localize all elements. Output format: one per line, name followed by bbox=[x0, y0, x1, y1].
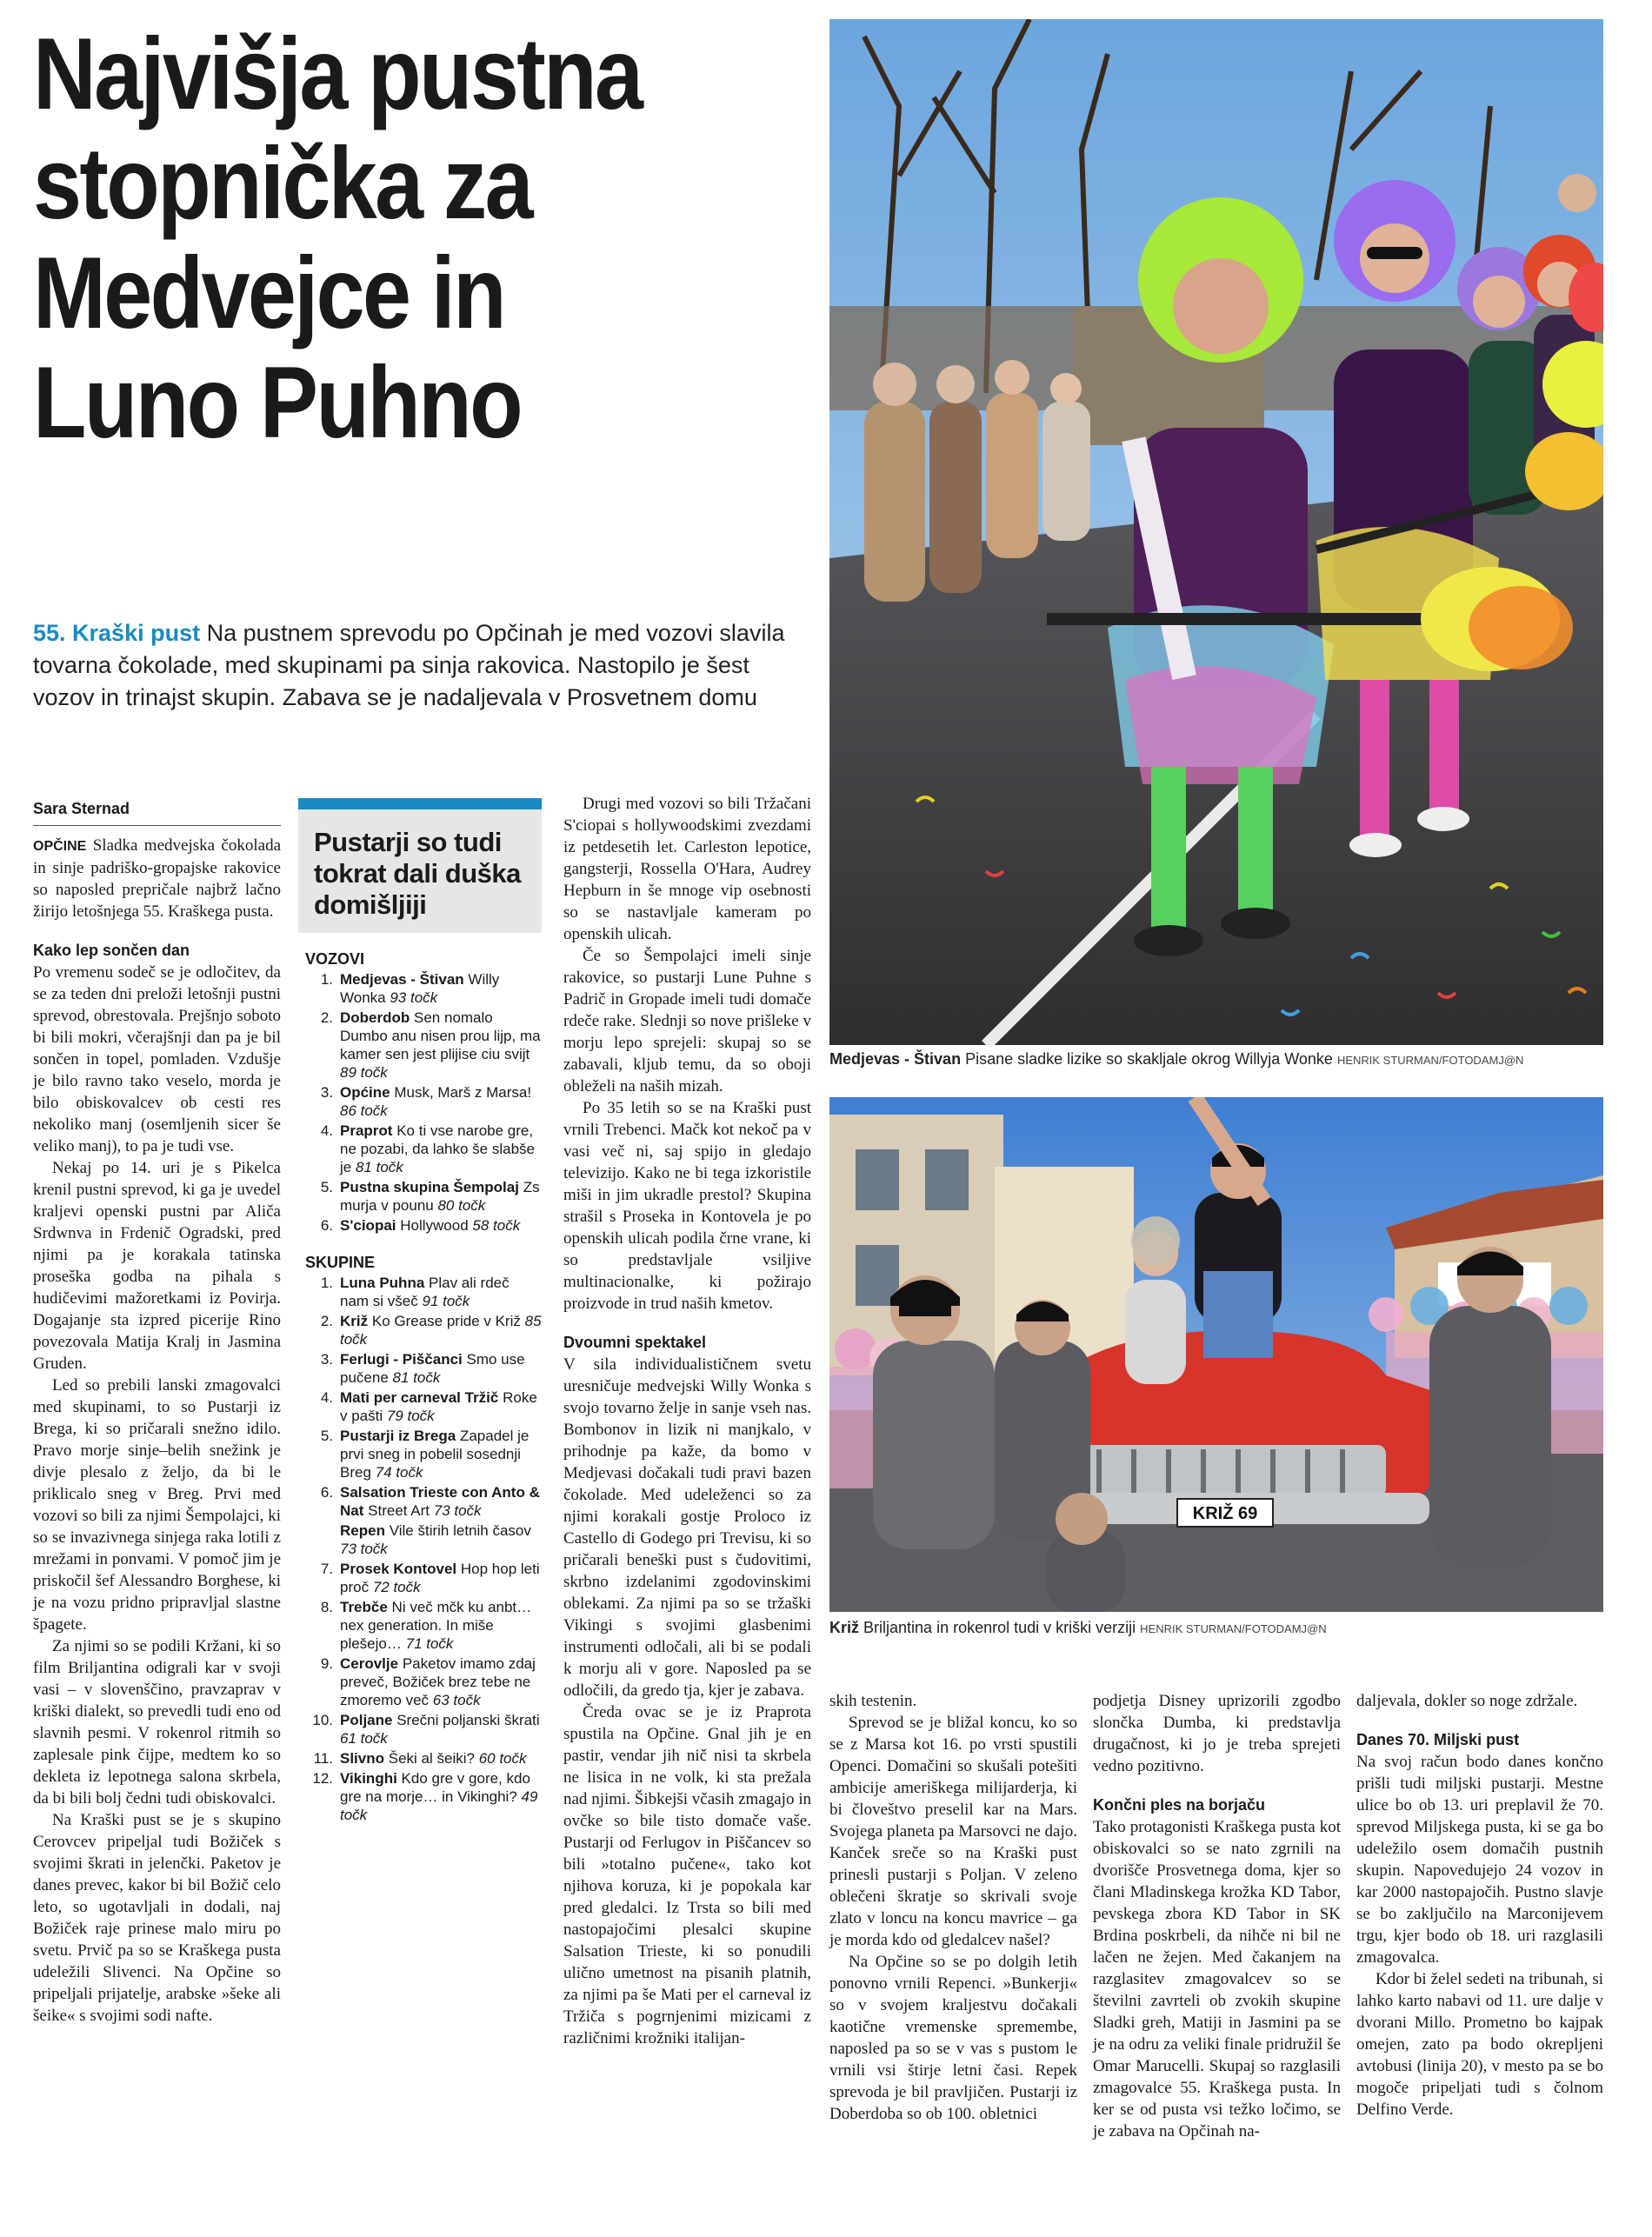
result-points: 72 točk bbox=[372, 1579, 421, 1595]
result-entry bbox=[340, 970, 542, 1007]
sidebar-title: Pustarji so tudi tokrat dali duška domišljiji bbox=[298, 809, 542, 933]
result-theme: Paketov imamo zdaj preveč, Božiček brez tebe ne zmoremo več bbox=[340, 1655, 536, 1708]
result-entry bbox=[340, 1178, 542, 1215]
result-theme: Ni več mčk ku anbt… nex generation. In miše plešejo… bbox=[340, 1599, 532, 1652]
subheading: Dvoumni spektakel bbox=[563, 1334, 707, 1351]
paragraph: daljevala, dokler so noge zdržale. bbox=[1356, 1692, 1578, 1710]
result-entry bbox=[340, 1654, 542, 1709]
result-theme: Zs murja v pounu bbox=[340, 1179, 540, 1214]
result-name: Trebče bbox=[340, 1599, 388, 1615]
result-row bbox=[305, 1521, 542, 1558]
result-points: 49 točk bbox=[340, 1788, 538, 1823]
photo-kriz bbox=[829, 1097, 1603, 1612]
result-entry bbox=[340, 1274, 542, 1310]
result-rank: 8. bbox=[320, 1599, 333, 1615]
subheading: Danes 70. Miljski pust bbox=[1356, 1731, 1520, 1748]
result-theme: Roke v pašti bbox=[340, 1389, 537, 1424]
result-name: Vikinghi bbox=[340, 1770, 397, 1787]
article-column-5 bbox=[1093, 1690, 1341, 2142]
result-row bbox=[305, 1598, 542, 1653]
result-name: Luna Puhna bbox=[340, 1275, 425, 1291]
result-entry bbox=[340, 1216, 542, 1235]
paragraph: Po 35 letih so se na Kraški pust vrnili Trebenci. Mačk kot nekoč pa v vasi več ni, saj spijo in gledajo televizijo. Kako ne bi tega izkoristile miši in jim ukradle prestol? Skupina strašil s Proseka in Kontovela je po openskih ulicah podila črne vrane, ki so predstavljale vsiljive multinacionalke, ki požirajo proizvode in trud naših kmetov. bbox=[563, 1099, 811, 1313]
result-entry bbox=[340, 1350, 542, 1387]
result-entry bbox=[340, 1521, 542, 1558]
result-row bbox=[305, 1083, 542, 1120]
photo-medjevas-stivan bbox=[829, 19, 1603, 1045]
result-row bbox=[305, 1274, 542, 1310]
result-points: 86 točk bbox=[340, 1102, 388, 1119]
result-row bbox=[305, 1769, 542, 1824]
paragraph: Po vremenu sodeč se je odločitev, da se za teden dni preloži letošnji pustni sprevod, obrestovala. Prejšnjo soboto bi bili mokri, včerajšnji dan pa je bil sončen in topel, pomladen. Vzdušje je bilo ravno tako veselo, morda je bilo obiskovalcev ob cesti res nekoliko manj (osemljenih sicer še veliko manj), to pa je tudi vse. bbox=[33, 963, 281, 1155]
result-points: 93 točk bbox=[390, 989, 438, 1006]
result-rank: 1. bbox=[320, 971, 333, 988]
result-entry bbox=[340, 1083, 542, 1120]
result-row bbox=[305, 1216, 542, 1235]
result-rank: 12. bbox=[312, 1770, 333, 1787]
result-theme: Hop hop leti proč bbox=[340, 1561, 540, 1595]
paragraph: Sladka medvejska čokolada in sinje padriško-gropajske rakovice so naposled prepričale najbrž lačno žirijo letošnjega 55. Kraškega pusta. bbox=[33, 836, 281, 921]
result-rank: 3. bbox=[320, 1084, 333, 1101]
result-rank: 11. bbox=[313, 1750, 333, 1767]
result-theme: Smo use pučene bbox=[340, 1351, 525, 1386]
paragraph: Na svoj račun bodo danes končno prišli tudi miljski pustarji. Mestne ulice bo ob 13. uri preplavil že 70. sprevod Miljskega pusta, ki se ga bo udeležilo osem domačih pustnih skupin. Napovedujejo 24 vozov in kar 2000 nastopajočih. Pustno slavje se bo zaključilo na Marconijevem trgu, kjer bodo ob 18. uri razglasili zmagovalca. bbox=[1356, 1753, 1603, 1967]
photo-1-caption bbox=[829, 1050, 1603, 1069]
paragraph: podjetja Disney uprizorili zgodbo slončka Dumba, ki predstavlja drugačnost, ki jo je treba sprejeti vedno pozitivno. bbox=[1093, 1692, 1341, 1775]
result-theme: Ko ti vse narobe gre, ne pozabi, da lahko še slabše je bbox=[340, 1122, 535, 1175]
result-name: Medjevas - Štivan bbox=[340, 971, 464, 988]
result-rank: 9. bbox=[320, 1655, 333, 1672]
photo-credit: HENRIK STURMAN/FOTODAMJ@N bbox=[1336, 1054, 1524, 1067]
paragraph: Čreda ovac se je iz Praprota spustila na Opčine. Gnal jih je en pastir, vendar jih nič nisi ta skrbela ne lisica in ne volk, ki sta prežala nad njimi. Šibkejši včasih zmagajo in ovčke so bile tisto domače vaše. Pustarji od Ferlugov in Piščancev so bili »totalno pučene«, tako kot njihova koruza, ki je popokala kar pred gledalci. Iz Trsta so bili med nastopajočimi plesalci skupine Salsation Trieste, ki so ponudili ulično umetnost na pisanih platnih, za njimi pa še Mati per el carneval iz Tržiča s pogrnjenimi mizicami z različnimi krožniki italijan- bbox=[563, 1703, 811, 2047]
caption-title: Križ bbox=[829, 1619, 860, 1636]
result-points: 89 točk bbox=[340, 1064, 388, 1081]
result-name: Pustna skupina Šempolaj bbox=[340, 1179, 519, 1195]
result-name: S'ciopai bbox=[340, 1217, 396, 1234]
result-entry bbox=[340, 1312, 542, 1348]
article-column-3 bbox=[563, 793, 811, 2049]
subheading: Kako lep sončen dan bbox=[33, 942, 190, 959]
result-name: Praprot bbox=[340, 1122, 393, 1139]
result-name: Mati per carneval Tržič bbox=[340, 1389, 499, 1406]
result-rank: 5. bbox=[320, 1179, 333, 1195]
paragraph: Sprevod se je bližal koncu, ko so se z Marsa kot 16. po vrsti spustili Openci. Domačini so skušali potešiti ambicije ameriškega milijarderja, ki bi človeštvo preselil kar na Mars. Svojega planeta pa Marsovci ne dajo. Kanček sreče so na Kraški pust prinesli pustarji s Poljan. V zeleno oblečeni škratje so skrivali svoje zlato v loncu na koncu mavrice – ga je morda kdo od gledalcev našel? bbox=[829, 1714, 1077, 1949]
sidebar-section-heading: VOZOVI bbox=[305, 950, 365, 968]
paragraph: skih testenin. bbox=[829, 1692, 917, 1710]
result-entry bbox=[340, 1769, 542, 1824]
result-entry bbox=[340, 1122, 542, 1176]
result-points: 73 točk bbox=[340, 1541, 388, 1557]
result-name: Repen bbox=[340, 1522, 385, 1539]
result-points: 58 točk bbox=[472, 1217, 521, 1234]
result-entry bbox=[340, 1598, 542, 1653]
paragraph: Nekaj po 14. uri je s Pikelca krenil pustni sprevod, ki ga je uvedel kraljevi openski pustni par Aliča Srdwnva in Frdenič Ogradski, pred njimi pa je korakala tatinska proseška godba na pihala s hudičevimi mažoretkami iz Povirja. Dogajanje sta izpred picerije Rino povezovala Matija Kralj in Jasmina Gruden. bbox=[33, 1159, 281, 1373]
paragraph: Na Kraški pust se je s skupino Cerovcev pripeljal tudi Božiček s svojimi škrati in jelenčki. Paketov je danes prevec, kakor bi bil Božič celo leto, so ugotavljali in dodali, naj Božiček raje prinese malo miru po svetu. Prvič pa so se Kraškega pusta udeležili Slivenci. Na Opčine so pripeljali prijatelje, arabske »šeke ali šeike« s svojimi sodi nafte. bbox=[33, 1811, 281, 2025]
paragraph: Drugi med vozovi so bili Tržačani S'ciopai s hollywoodskimi zvezdami iz petdesetih let. Carleston lepotice, gangsterji, Rossella O'Hara, Audrey Hepburn in še mnoge vip osebnosti so se nastavljale kameram po openskih ulicah. bbox=[563, 795, 811, 943]
vozovi-list bbox=[305, 970, 542, 1235]
result-row bbox=[305, 1483, 542, 1520]
result-theme: Zapadel je prvi sneg in pobelil sosednji Breg bbox=[340, 1428, 530, 1481]
result-theme: Sen nomalo Dumbo anu nisen prou lijp, ma kamer sen jest plijise ciu svijt bbox=[340, 1009, 541, 1062]
result-theme: Plav ali rdeč nam si všeč bbox=[340, 1275, 510, 1309]
result-row bbox=[305, 1178, 542, 1215]
result-row bbox=[305, 1350, 542, 1387]
caption-title: Medjevas - Štivan bbox=[829, 1050, 962, 1068]
result-rank: 1. bbox=[320, 1275, 333, 1291]
result-row bbox=[305, 1654, 542, 1709]
result-points: 60 točk bbox=[478, 1750, 527, 1767]
result-name: Doberdob bbox=[340, 1009, 410, 1026]
result-row bbox=[305, 1009, 542, 1082]
headline: Najvišja pustna stopnička za Medvejce in Luno Puhno bbox=[33, 17, 642, 459]
parade-photo-image bbox=[829, 19, 1603, 1045]
subheading: Končni ples na borjaču bbox=[1093, 1796, 1266, 1814]
result-row bbox=[305, 1711, 542, 1748]
paragraph: V sila individualističnem svetu uresničuje medvejski Willy Wonka s svojo tovarno želje in sanje vseh nas. Bombonov in lizik ni manjkalo, v prihodnje pa kaže, da bomo v Medjevasi dočakali tudi pravi bazen čokolade. Med udeleženci so za njimi korakali gostje Proloco iz Castello di Godego pri Trevisu, ki so pričarali beneški pust s čudovitimi, skrbno izdelanimi zgodovinskimi oblekami. Za njimi pa so se tržaški Vikingi s svojimi glasbenimi instrumenti odločali, ali bi se podali k morju ali v gore. Naposled pa se odločili, da gredo tja, kjer je zabava. bbox=[563, 1355, 811, 1700]
article-column-6 bbox=[1356, 1690, 1603, 2120]
result-name: Općine bbox=[340, 1084, 390, 1101]
article-column-1 bbox=[33, 798, 281, 2027]
paragraph: Za njimi so se podili Kržani, ki so film Briljantina odigrali kar v svoji vasi – v slovenščino, pravzaprav v kriški dialekt, so prevedli tudi eno od slavnih pesmi. V rokenrol ritmih so zaplesale pink čijpe, medtem ko so dekleta iz lepotnega salona skrbela, da bi bili bolj čedni tudi obiskovalci. bbox=[33, 1637, 281, 1808]
result-theme: Street Art bbox=[368, 1502, 430, 1519]
result-theme: Ko Grease pride v Križ bbox=[371, 1313, 521, 1329]
result-theme: Srečni poljanski škrati bbox=[396, 1712, 540, 1728]
result-row bbox=[305, 1122, 542, 1176]
result-points: 74 točk bbox=[375, 1464, 423, 1481]
result-rank: 3. bbox=[320, 1351, 333, 1368]
photo-credit: HENRIK STURMAN/FOTODAMJ@N bbox=[1140, 1622, 1327, 1635]
result-row bbox=[305, 1749, 542, 1768]
result-rank: 2. bbox=[320, 1313, 333, 1329]
result-rank: 4. bbox=[320, 1122, 333, 1139]
result-theme: Hollywood bbox=[400, 1217, 469, 1234]
result-name: Salsation Trieste con Anto & Nat bbox=[340, 1484, 540, 1519]
result-theme: Šeki al šeiki? bbox=[388, 1750, 475, 1767]
result-row bbox=[305, 970, 542, 1007]
result-entry bbox=[340, 1711, 542, 1748]
result-entry bbox=[340, 1388, 542, 1425]
result-points: 61 točk bbox=[340, 1730, 388, 1747]
result-name: Pustarji iz Brega bbox=[340, 1428, 456, 1444]
paragraph: Če so Šempolajci imeli sinje rakovice, so pustarji Lune Puhne s Padrič in Gropade imeli tudi domače rdeče rake. Slednji so nove prišleke v morju lepo sprejeli: skupaj so se zabavali, kljub temu, da so oboji obleželi na naših mizah. bbox=[563, 947, 811, 1095]
result-points: 79 točk bbox=[386, 1408, 435, 1424]
lead-kicker: 55. Kraški pust bbox=[33, 620, 201, 646]
result-rank: 6. bbox=[320, 1217, 333, 1234]
dateline: OPČINE bbox=[33, 839, 87, 854]
paragraph: Na Opčine so se po dolgih letih ponovno vrnili Repenci. »Bunkerji« so v svojem kraljestvu dočakali kaotične vremenske spremembe, naposled pa so se v vas s pustom le vrnili vsi štirje letni časi. Repek sprevoda je bil pravljičen. Pustarji iz Doberdoba so ob 100. obletnici bbox=[829, 1953, 1077, 2123]
paragraph: Tako protagonisti Kraškega pusta kot obiskovalci so se nato zgrnili na dvorišče Prosvetnega doma, kjer so člani Mladinskega krožka KD Tabor, pevskega zbora KD Tabor in SK Brdina poskrbeli, da nihče ni bil ne lačen ne žejen. Med čakanjem na razglasitev zmagovalcev so se številni zavrteli ob zvokih skupine Sladki greh, Matiji in Jasmini pa se je na odru za veliki finale pridružil še Omar Marucelli. Skupaj so razglasili zmagovalce 55. Kraškega pusta. In ker se od pusta vsi težko ločimo, se je zabava na Opčinah na- bbox=[1093, 1818, 1341, 2140]
result-name: Ferlugi - Piščanci bbox=[340, 1351, 463, 1368]
result-points: 73 točk bbox=[433, 1502, 482, 1519]
result-points: 81 točk bbox=[355, 1159, 403, 1175]
result-theme: Willy Wonka bbox=[340, 971, 500, 1006]
result-rank: 4. bbox=[320, 1389, 333, 1406]
results-sidebar bbox=[298, 798, 542, 1831]
result-points: 63 točk bbox=[432, 1692, 481, 1708]
skupine-list bbox=[305, 1274, 542, 1824]
sidebar-section-heading: SKUPINE bbox=[305, 1254, 376, 1271]
result-points: 81 točk bbox=[392, 1369, 441, 1386]
result-rank: 5. bbox=[320, 1428, 333, 1444]
result-name: Prosek Kontovel bbox=[340, 1561, 457, 1577]
result-theme: Musk, Marš z Marsa! bbox=[394, 1084, 532, 1101]
result-theme: Kdo gre v gore, kdo gre na morje… in Vikinghi? bbox=[340, 1770, 530, 1805]
photo-2-caption bbox=[829, 1619, 1603, 1637]
result-entry bbox=[340, 1427, 542, 1481]
result-name: Poljane bbox=[340, 1712, 393, 1728]
result-name: Cerovlje bbox=[340, 1655, 399, 1672]
result-rank: 7. bbox=[320, 1561, 333, 1577]
article-column-4 bbox=[829, 1690, 1077, 2125]
result-points: 91 točk bbox=[422, 1293, 470, 1309]
result-row bbox=[305, 1388, 542, 1425]
paragraph: Led so prebili lanski zmagovalci med skupinami, to so Pustarji iz Brega, ki so pričarali snežno idilo. Pravo morje sinje–belih snežink je divje plesalo z željo, da bi le priklicalo sneg v Breg. Prvi med vozovi so bili za njimi Šempolajci, ki so se invazivnega sinjega raka lotili z mrežami in ponvami. V pomoč jim je priskočil šef Alessandro Borghese, ki je na vozu pridno pripravljal slastne špagete. bbox=[33, 1376, 281, 1634]
result-theme: Vile štirih letnih časov bbox=[389, 1522, 531, 1539]
result-entry bbox=[340, 1009, 542, 1082]
result-name: Slivno bbox=[340, 1750, 385, 1767]
result-rank bbox=[305, 1521, 340, 1558]
lead-text: Na pustnem sprevodu po Opčinah je med vozovi slavila tovarna čokolade, med skupinami pa sinja rakovica. Nastopilo je šest vozov in trinajst skupin. Zabava se je nadaljevala v Prosvetnem domu bbox=[33, 620, 785, 710]
result-points: 85 točk bbox=[340, 1313, 542, 1348]
result-rank: 6. bbox=[320, 1484, 333, 1501]
result-rank: 10. bbox=[312, 1712, 333, 1728]
result-entry bbox=[340, 1749, 542, 1768]
result-row bbox=[305, 1312, 542, 1348]
result-rank: 2. bbox=[320, 1009, 333, 1026]
result-row bbox=[305, 1427, 542, 1481]
lead bbox=[33, 617, 816, 714]
result-points: 71 točk bbox=[405, 1635, 454, 1652]
caption-text: Pisane sladke lizike so skakljale okrog Willyja Wonke bbox=[965, 1050, 1333, 1068]
result-entry bbox=[340, 1560, 542, 1596]
grease-photo-image bbox=[829, 1097, 1603, 1612]
license-plate-text: KRIŽ 69 bbox=[1192, 1504, 1258, 1523]
result-row bbox=[305, 1560, 542, 1596]
result-entry bbox=[340, 1483, 542, 1520]
result-name: Križ bbox=[340, 1313, 369, 1329]
result-points: 80 točk bbox=[437, 1197, 486, 1214]
byline: Sara Sternad bbox=[33, 798, 281, 826]
paragraph: Kdor bi želel sedeti na tribunah, si lahko karto nabavi od 11. ure dalje v dvorani Millo. Prometno bo kajpak omejen, zato pa bodo okrepljeni avtobusi (linija 20), v mesto pa se bo mogoče pripeljati tudi s čolnom Delfino Verde. bbox=[1356, 1970, 1603, 2119]
caption-text: Briljantina in rokenrol tudi v kriški verziji bbox=[863, 1619, 1136, 1636]
